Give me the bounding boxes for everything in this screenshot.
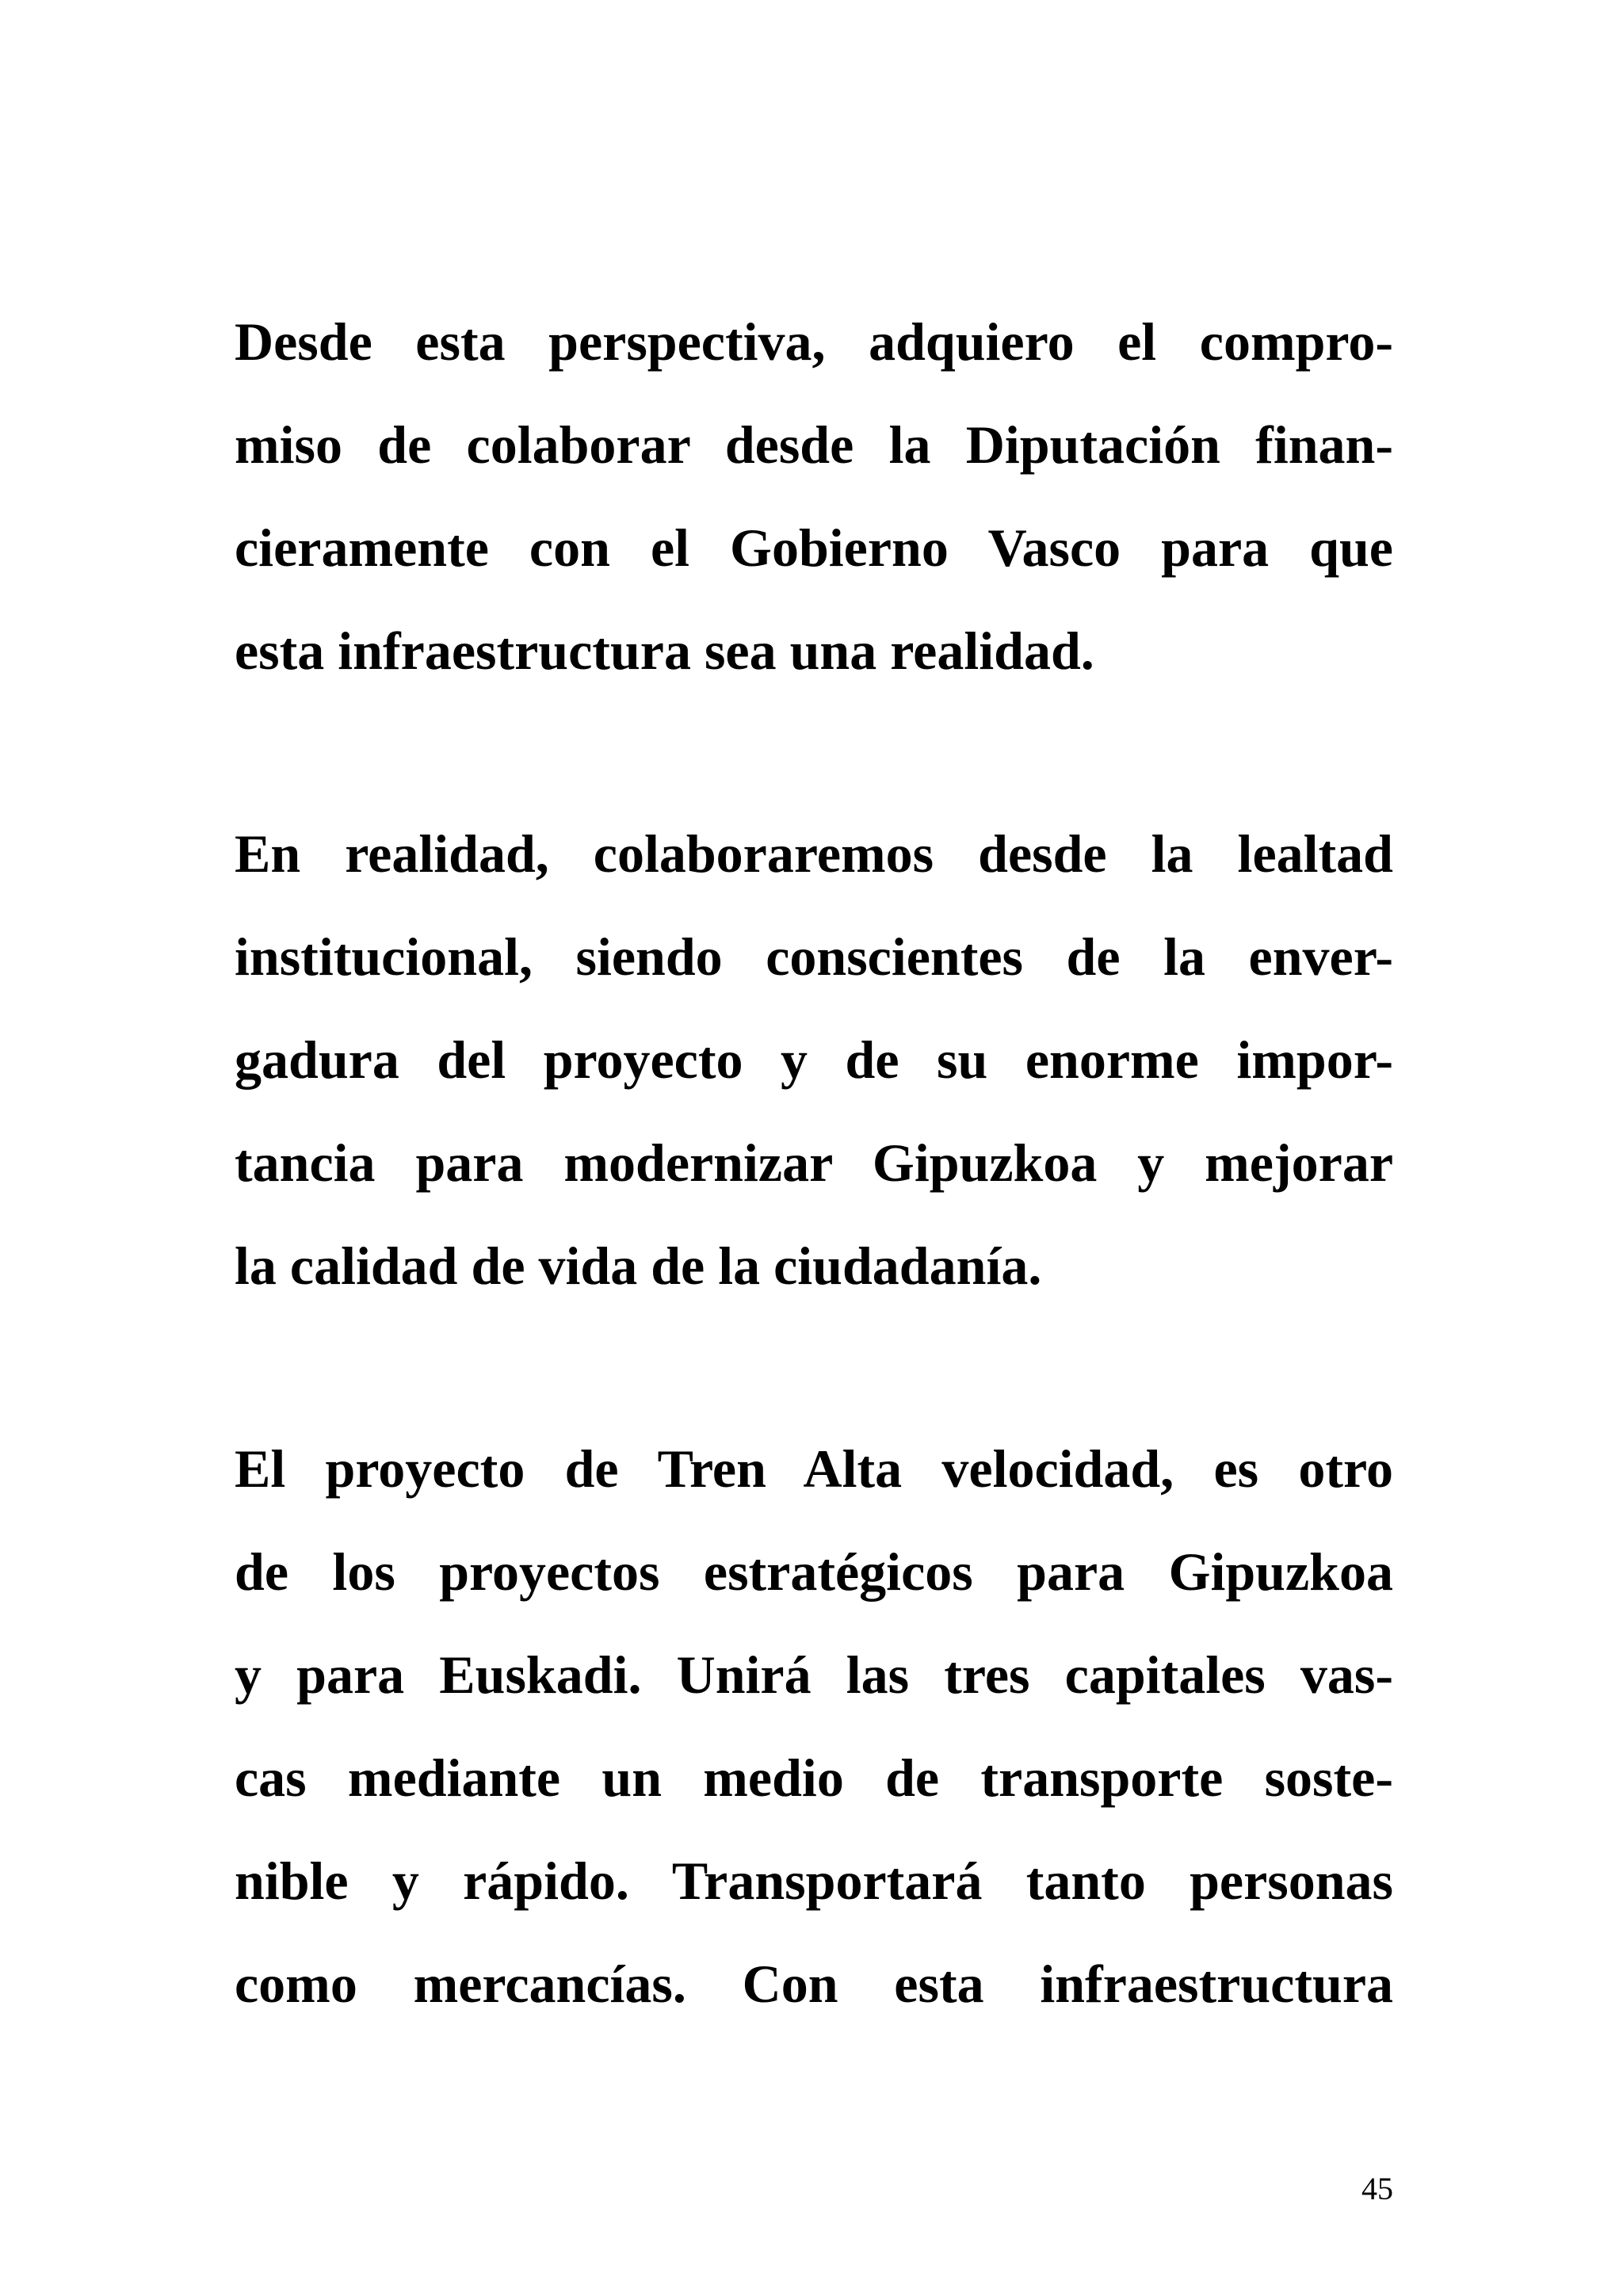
paragraph-1 [235,290,1393,702]
text-line: de los proyectos estratégicos para Gipuzkoa [235,1541,1393,1602]
text-line: nible y rápido. Transportará tanto personas [235,1851,1393,1911]
text-line: cas mediante un medio de transporte soste- [235,1748,1393,1808]
text-line: la calidad de vida de la ciudadanía. [235,1236,1042,1296]
page-number: 45 [1361,2171,1393,2206]
text-line: En realidad, colaboraremos desde la lealtad [235,823,1393,884]
paragraph-2 [235,802,1393,1317]
text-line: tancia para modernizar Gipuzkoa y mejorar [235,1133,1393,1193]
text-line: Desde esta perspectiva, adquiero el compro- [235,311,1393,372]
text-line: gadura del proyecto y de su enorme impor- [235,1030,1393,1090]
text-line: miso de colaborar desde la Diputación finan- [235,415,1393,475]
text-line: El proyecto de Tren Alta velocidad, es otro [235,1438,1393,1499]
text-line: como mercancías. Con esta infraestructura [235,1954,1393,2014]
paragraph-3 [235,1417,1393,2035]
text-line: y para Euskadi. Unirá las tres capitales vas- [235,1645,1393,1705]
text-line: institucional, siendo conscientes de la enver- [235,926,1393,987]
text-line: esta infraestructura sea una realidad. [235,621,1094,681]
text-line: cieramente con el Gobierno Vasco para que [235,518,1393,578]
